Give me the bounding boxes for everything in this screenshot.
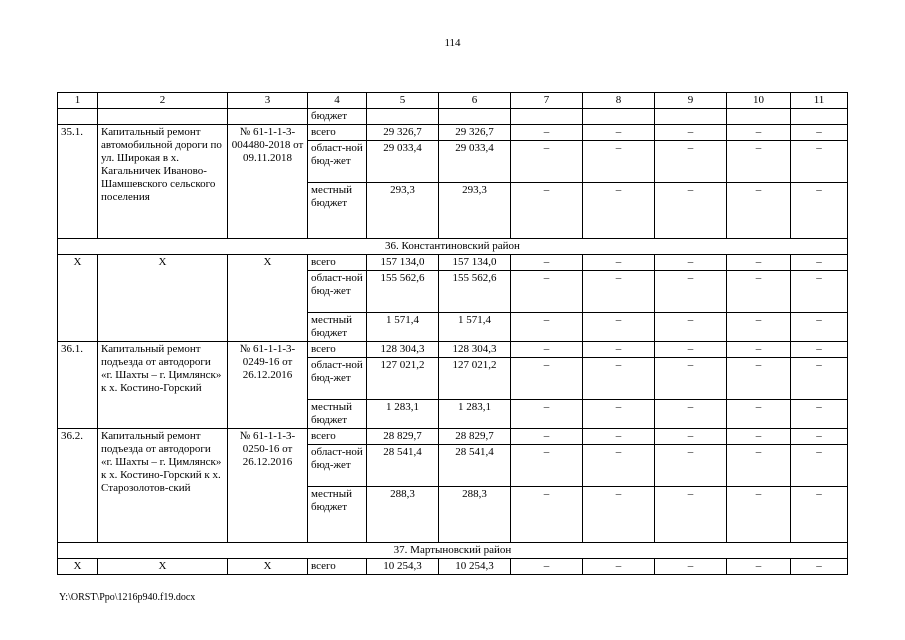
dash-cell: – <box>655 400 727 429</box>
value-cell: 1 283,1 <box>367 400 439 429</box>
budget-table <box>57 92 848 575</box>
section-row <box>58 239 848 255</box>
dash-cell: – <box>655 183 727 239</box>
dash-cell: – <box>511 445 583 487</box>
value-cell: 293,3 <box>367 183 439 239</box>
dash-cell: – <box>791 342 848 358</box>
budget-label: област-ной бюд-жет <box>308 271 367 313</box>
item-name: Капитальный ремонт подъезда от автодороги «г. Шахты – г. Цимлянск» к х. Костино-Горский к х. Старозолотов-ский <box>98 429 228 543</box>
dash-cell: – <box>583 125 655 141</box>
dash-cell: – <box>655 141 727 183</box>
footer-file-path: Y:\ORST\Ppo\1216p940.f19.docx <box>59 592 196 603</box>
page-number: 114 <box>444 37 461 49</box>
dash-cell: – <box>511 125 583 141</box>
dash-cell: – <box>655 445 727 487</box>
header-cell-4: 4 <box>308 93 367 109</box>
dash-cell: – <box>655 342 727 358</box>
dash-cell: – <box>791 313 848 342</box>
header-cell-10: 10 <box>727 93 791 109</box>
section-row <box>58 543 848 559</box>
value-cell: 288,3 <box>439 487 511 543</box>
dash-cell: – <box>791 429 848 445</box>
value-cell: 128 304,3 <box>367 342 439 358</box>
budget-label: бюджет <box>308 109 367 125</box>
budget-label: всего <box>308 559 367 575</box>
item-name: Х <box>98 255 228 342</box>
value-cell: 29 033,4 <box>367 141 439 183</box>
item-document: № 61-1-1-3-0249-16 от 26.12.2016 <box>228 342 308 429</box>
budget-label: местный бюджет <box>308 400 367 429</box>
budget-label: всего <box>308 342 367 358</box>
header-cell-11: 11 <box>791 93 848 109</box>
header-cell-3: 3 <box>228 93 308 109</box>
item-number: Х <box>58 559 98 575</box>
dash-cell: – <box>791 183 848 239</box>
dash-cell: – <box>727 125 791 141</box>
dash-cell: – <box>655 487 727 543</box>
value-cell: 10 254,3 <box>367 559 439 575</box>
dash-cell: – <box>655 271 727 313</box>
dash-cell: – <box>583 255 655 271</box>
value-cell: 10 254,3 <box>439 559 511 575</box>
continuation-row <box>58 109 848 125</box>
budget-label: област-ной бюд-жет <box>308 141 367 183</box>
dash-cell: – <box>655 255 727 271</box>
value-cell: 128 304,3 <box>439 342 511 358</box>
dash-cell: – <box>727 487 791 543</box>
dash-cell: – <box>791 255 848 271</box>
budget-label: местный бюджет <box>308 313 367 342</box>
value-cell: 29 326,7 <box>439 125 511 141</box>
value-cell: 28 541,4 <box>367 445 439 487</box>
dash-cell: – <box>511 342 583 358</box>
dash-cell: – <box>583 141 655 183</box>
dash-cell: – <box>727 141 791 183</box>
item-name: Х <box>98 559 228 575</box>
item-number: 35.1. <box>58 125 98 239</box>
header-cell-1: 1 <box>58 93 98 109</box>
table-row <box>58 429 848 445</box>
budget-label: местный бюджет <box>308 487 367 543</box>
value-cell: 28 541,4 <box>439 445 511 487</box>
item-number: Х <box>58 255 98 342</box>
table-row <box>58 125 848 141</box>
value-cell: 288,3 <box>367 487 439 543</box>
dash-cell: – <box>511 313 583 342</box>
header-cell-7: 7 <box>511 93 583 109</box>
dash-cell: – <box>727 400 791 429</box>
dash-cell: – <box>655 358 727 400</box>
section-title: 37. Мартыновский район <box>58 543 848 559</box>
value-cell: 157 134,0 <box>439 255 511 271</box>
dash-cell: – <box>727 445 791 487</box>
header-cell-8: 8 <box>583 93 655 109</box>
dash-cell: – <box>583 271 655 313</box>
dash-cell: – <box>511 141 583 183</box>
value-cell: 28 829,7 <box>439 429 511 445</box>
dash-cell: – <box>511 559 583 575</box>
dash-cell: – <box>583 559 655 575</box>
dash-cell: – <box>655 125 727 141</box>
header-row <box>58 93 848 109</box>
dash-cell: – <box>583 358 655 400</box>
item-document: № 61-1-1-3-0250-16 от 26.12.2016 <box>228 429 308 543</box>
value-cell: 293,3 <box>439 183 511 239</box>
header-cell-9: 9 <box>655 93 727 109</box>
value-cell: 155 562,6 <box>367 271 439 313</box>
dash-cell: – <box>655 429 727 445</box>
value-cell: 29 326,7 <box>367 125 439 141</box>
dash-cell: – <box>727 313 791 342</box>
dash-cell: – <box>583 445 655 487</box>
dash-cell: – <box>791 125 848 141</box>
dash-cell: – <box>791 400 848 429</box>
dash-cell: – <box>727 559 791 575</box>
dash-cell: – <box>727 255 791 271</box>
header-cell-6: 6 <box>439 93 511 109</box>
section-title: 36. Константиновский район <box>58 239 848 255</box>
item-number: 36.1. <box>58 342 98 429</box>
item-document: № 61-1-1-3-004480-2018 от 09.11.2018 <box>228 125 308 239</box>
item-number: 36.2. <box>58 429 98 543</box>
dash-cell: – <box>791 487 848 543</box>
budget-label: всего <box>308 125 367 141</box>
dash-cell: – <box>727 342 791 358</box>
header-cell-2: 2 <box>98 93 228 109</box>
dash-cell: – <box>791 358 848 400</box>
dash-cell: – <box>727 271 791 313</box>
dash-cell: – <box>511 358 583 400</box>
item-name: Капитальный ремонт автомобильной дороги по ул. Широкая в х. Кагальничек Иваново-Шамшевского сельского поселения <box>98 125 228 239</box>
dash-cell: – <box>583 487 655 543</box>
dash-cell: – <box>511 400 583 429</box>
value-cell: 1 571,4 <box>439 313 511 342</box>
dash-cell: – <box>655 559 727 575</box>
value-cell: 127 021,2 <box>439 358 511 400</box>
value-cell: 1 283,1 <box>439 400 511 429</box>
budget-label: местный бюджет <box>308 183 367 239</box>
value-cell: 28 829,7 <box>367 429 439 445</box>
item-document: Х <box>228 559 308 575</box>
dash-cell: – <box>583 313 655 342</box>
dash-cell: – <box>727 183 791 239</box>
dash-cell: – <box>791 559 848 575</box>
budget-label: област-ной бюд-жет <box>308 445 367 487</box>
dash-cell: – <box>511 429 583 445</box>
value-cell: 29 033,4 <box>439 141 511 183</box>
dash-cell: – <box>791 141 848 183</box>
dash-cell: – <box>727 429 791 445</box>
dash-cell: – <box>583 400 655 429</box>
budget-label: област-ной бюд-жет <box>308 358 367 400</box>
item-document: Х <box>228 255 308 342</box>
value-cell: 157 134,0 <box>367 255 439 271</box>
dash-cell: – <box>791 271 848 313</box>
table-row <box>58 255 848 271</box>
dash-cell: – <box>791 445 848 487</box>
value-cell: 155 562,6 <box>439 271 511 313</box>
dash-cell: – <box>583 429 655 445</box>
dash-cell: – <box>511 271 583 313</box>
table-row <box>58 342 848 358</box>
budget-label: всего <box>308 429 367 445</box>
value-cell: 127 021,2 <box>367 358 439 400</box>
dash-cell: – <box>511 255 583 271</box>
budget-label: всего <box>308 255 367 271</box>
dash-cell: – <box>655 313 727 342</box>
table-row <box>58 559 848 575</box>
dash-cell: – <box>511 183 583 239</box>
dash-cell: – <box>583 183 655 239</box>
dash-cell: – <box>511 487 583 543</box>
header-cell-5: 5 <box>367 93 439 109</box>
value-cell: 1 571,4 <box>367 313 439 342</box>
dash-cell: – <box>583 342 655 358</box>
item-name: Капитальный ремонт подъезда от автодороги «г. Шахты – г. Цимлянск» к х. Костино-Горский <box>98 342 228 429</box>
dash-cell: – <box>727 358 791 400</box>
